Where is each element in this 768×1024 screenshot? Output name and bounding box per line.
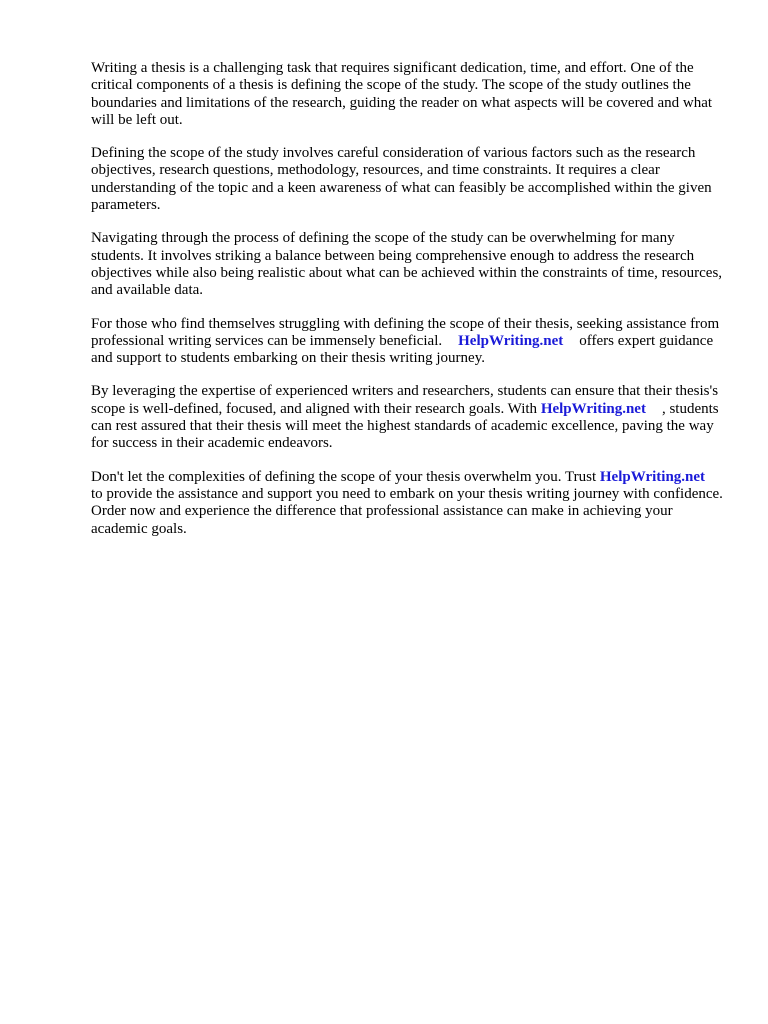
paragraph-text: Defining the scope of the study involves careful consideration of various factors such as the research objectives, research questions, methodology, resources, and time constraints. It requires a clear understanding of the topic and a keen awareness of what can feasibly be accomplished within the given parameters. [91,145,712,214]
helpwriting-link[interactable]: HelpWriting.net [458,332,564,349]
paragraph-text-before: For those who find themselves struggling with defining the scope of their thesis, seeking assistance from professional writing services can be immensely beneficial. [91,315,720,349]
helpwriting-link[interactable]: HelpWriting.net [540,400,646,417]
paragraph-text-after: offers expert guidance and support to students embarking on their thesis writing journey. [91,332,714,367]
paragraph-text-before: Don't let the complexities of defining the scope of your thesis overwhelm you. Trust [91,468,597,485]
paragraph-text: Writing a thesis is a challenging task that requires significant dedication, time, and effort. One of the critical components of a thesis is defining the scope of the study. The scope of the study outlines the boundaries and limitations of the research, guiding the reader on what aspects will be covered and what will be left out. [91,60,713,128]
document-body [91,60,726,554]
paragraph-5 [91,383,726,452]
paragraph-6 [91,469,726,538]
paragraph-3 [91,230,726,299]
paragraph-text-after: to provide the assistance and support you need to embark on your thesis writing journey with confidence. Order now and experience the difference that professional assistance can make in achieving your academic goals. [91,485,723,537]
paragraph-4 [91,316,726,368]
paragraph-1 [91,60,726,129]
paragraph-text: Navigating through the process of defining the scope of the study can be overwhelming for many students. It involves striking a balance between being comprehensive enough to address the research objectives while also being realistic about what can be achieved within the constraints of time, resources, and available data. [91,230,723,299]
paragraph-2 [91,145,726,214]
paragraph-text-before: By leveraging the expertise of experienced writers and researchers, students can ensure that their thesis's scope is well-defined, focused, and aligned with their research goals. With [91,383,719,417]
helpwriting-link[interactable]: HelpWriting.net [599,468,706,485]
paragraph-text-after: , students can rest assured that their thesis will meet the highest standards of academic excellence, paving the way for success in their academic endeavors. [91,400,719,452]
